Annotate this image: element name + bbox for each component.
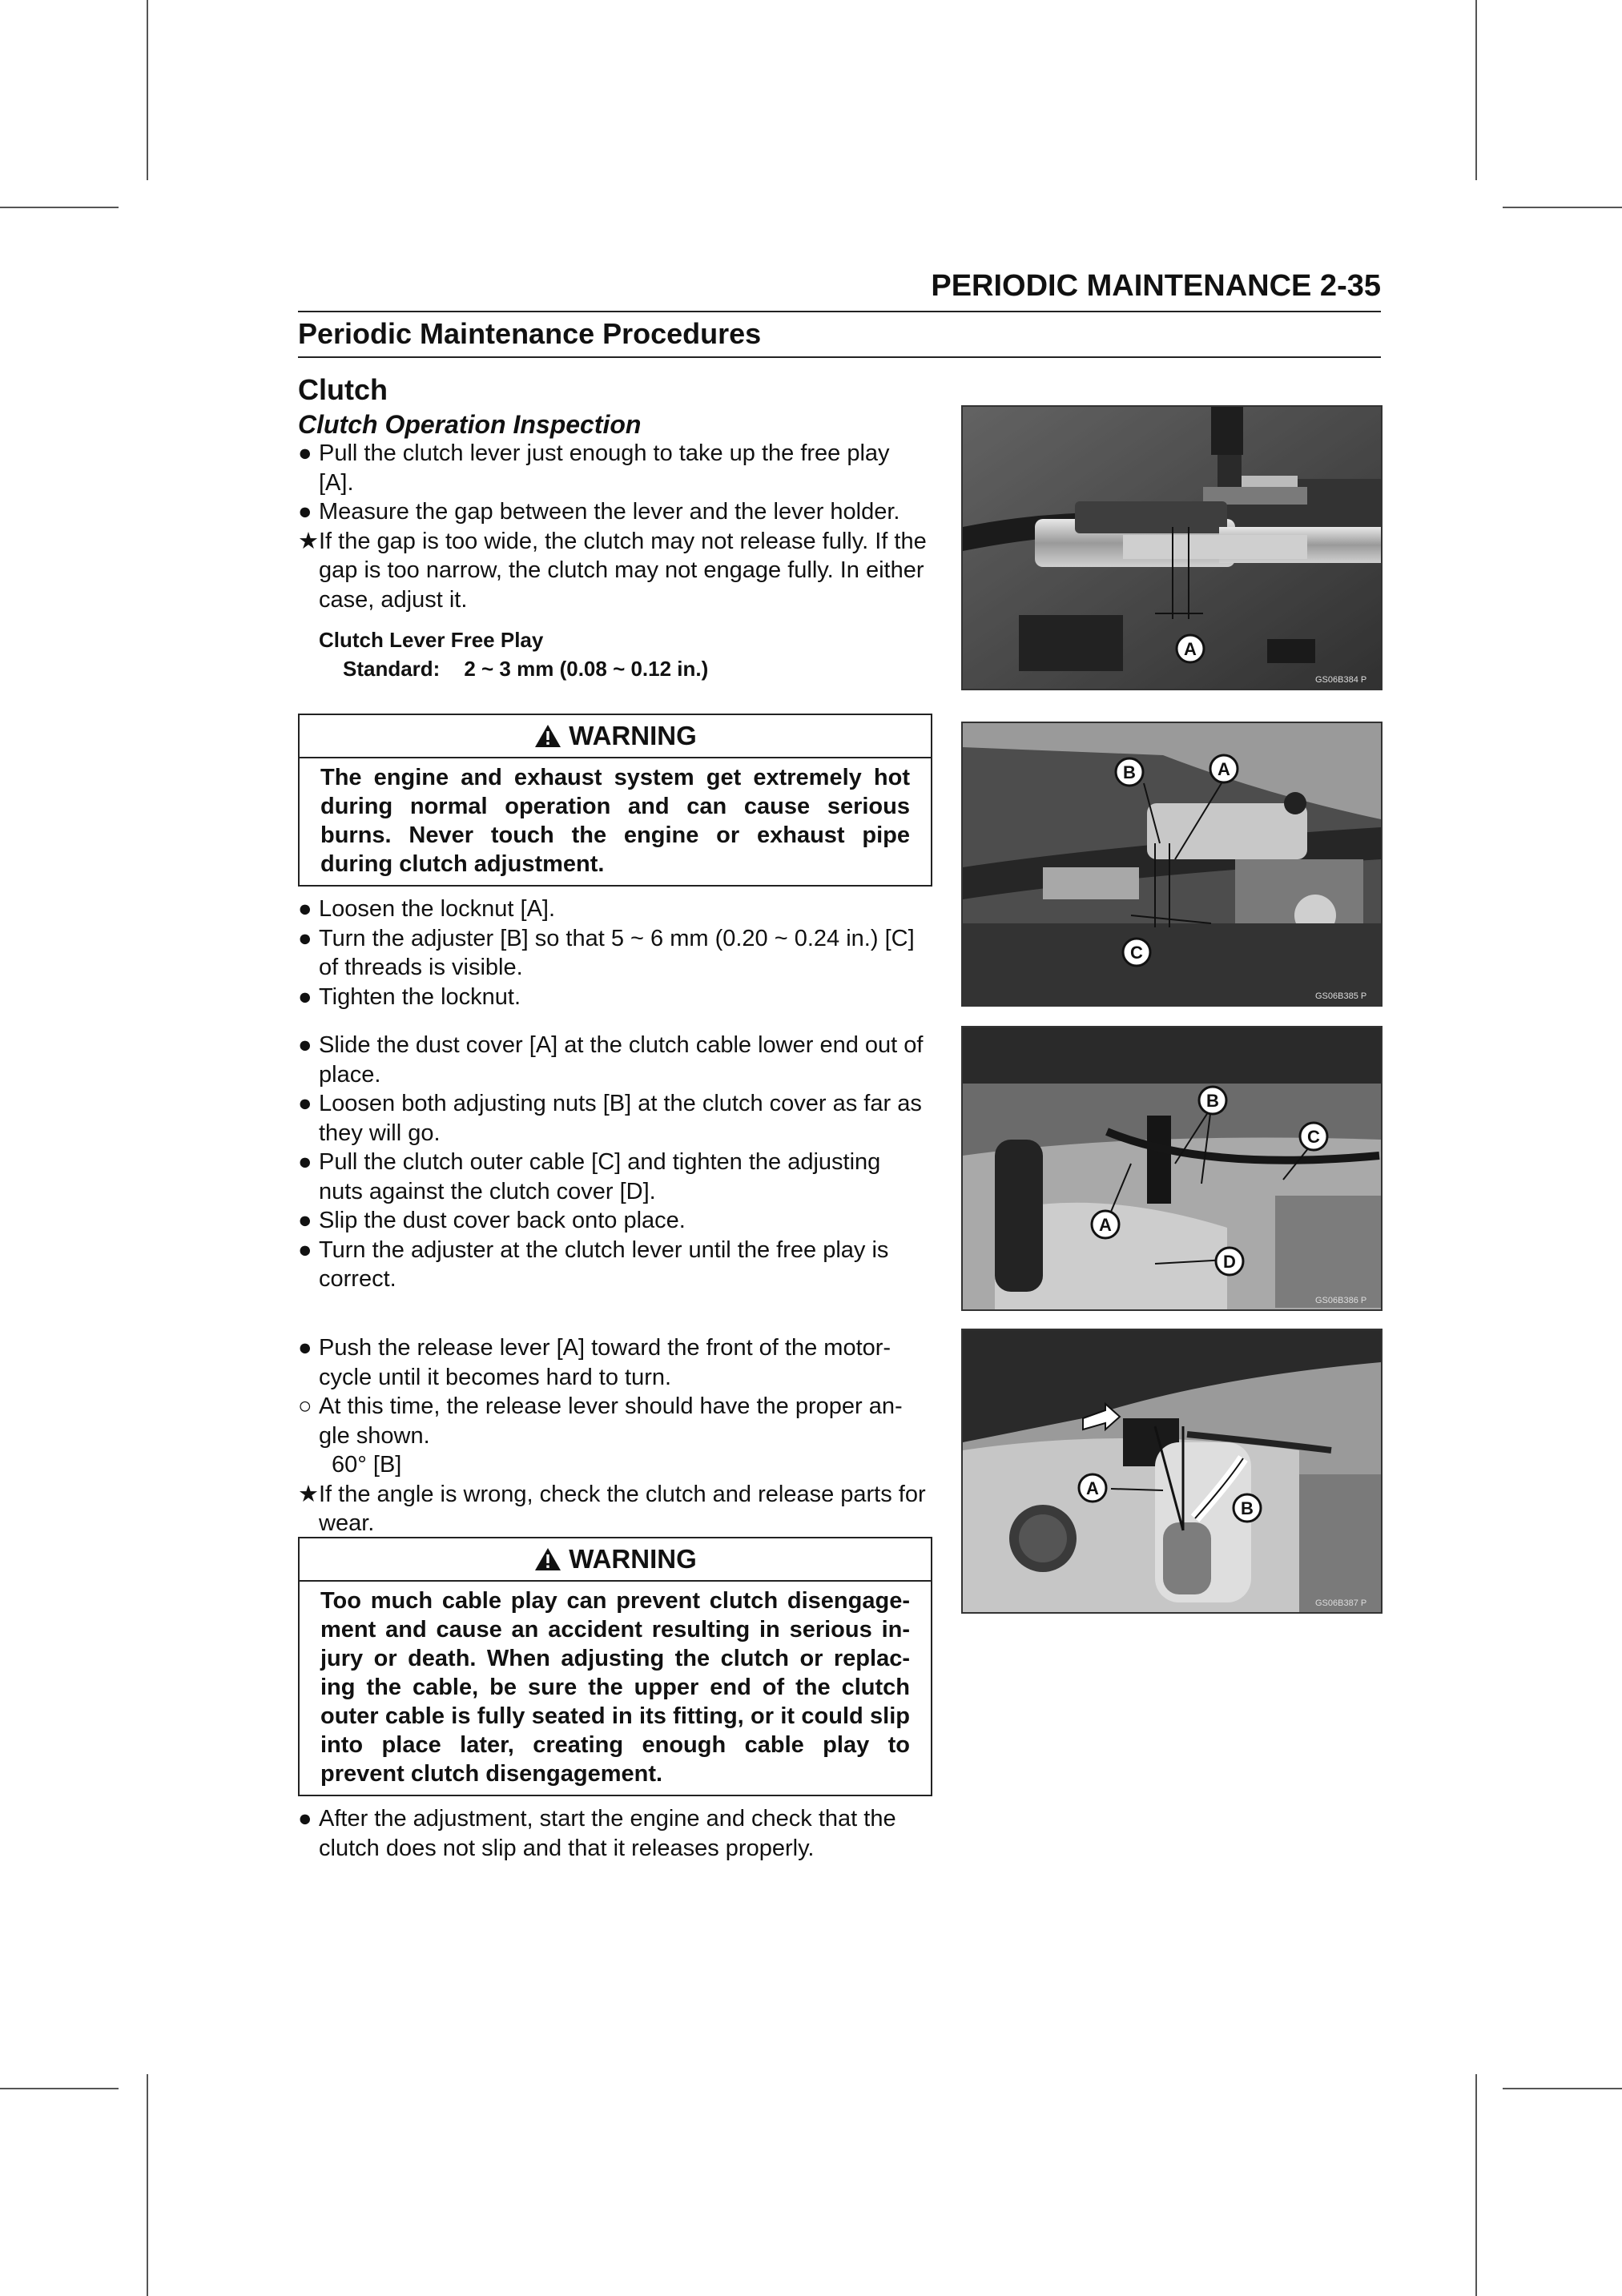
list-item: ● Measure the gap between the lever and the lever holder. — [298, 499, 900, 525]
callout-label: C — [1307, 1127, 1320, 1147]
figure-clutch-lever — [961, 405, 1383, 690]
crop-mark — [147, 0, 148, 180]
crop-mark — [1503, 207, 1622, 208]
warning-triangle-icon — [533, 1546, 562, 1572]
warning-box — [298, 714, 932, 887]
list-item: ★ If the gap is too wide, the clutch may not release fully. If the gap is too narrow, the clutch may not engage fully. In either case, adjust it. — [298, 528, 927, 613]
callout-label: B — [1206, 1091, 1219, 1111]
callout-label: C — [1130, 943, 1143, 963]
callout-label: A — [1086, 1478, 1099, 1498]
warning-text: Too much cable play can prevent clutch disengage-ment and cause an accident resulting in serious in-jury or death. When adjusting the clutch or replac-ing the cable, be sure the upper end of the clutch outer cable is fully seated in its fitting, or it could slip into place later, creating enough cable play to prevent clutch disengagement. — [320, 1588, 910, 1787]
list-item: ● Slip the dust cover back onto place. — [298, 1208, 686, 1233]
list-item: ● After the adjustment, start the engine and check that the clutch does not slip and that it releases properly. — [298, 1806, 896, 1861]
figure-code: GS06B387 P — [1315, 1598, 1367, 1608]
crop-mark — [1475, 2074, 1477, 2296]
callout-label: B — [1241, 1498, 1254, 1518]
callout-label: B — [1123, 762, 1136, 782]
figure-code: GS06B384 P — [1315, 675, 1367, 685]
angle-value: 60° [B] — [332, 1452, 402, 1478]
callout-label: A — [1099, 1215, 1112, 1235]
callout-label: D — [1223, 1252, 1236, 1272]
subheading: Clutch Operation Inspection — [298, 410, 642, 439]
list-item: ● Tighten the locknut. — [298, 983, 521, 1010]
figure-release-lever — [961, 1329, 1383, 1614]
block-adjuster — [298, 895, 931, 1011]
block-final-check — [298, 1804, 931, 1863]
block-release-lever — [298, 1333, 931, 1538]
block-lever-inspection — [298, 439, 931, 614]
warning-box — [298, 1537, 932, 1796]
block-cable-adjust — [298, 1031, 931, 1294]
crop-mark — [0, 2088, 119, 2089]
list-item: ● Pull the clutch outer cable [C] and tighten the adjusting nuts against the clutch cover [D]. — [298, 1149, 881, 1204]
crop-mark — [1475, 0, 1477, 180]
spec-title: Clutch Lever Free Play — [319, 628, 544, 652]
header-rule — [298, 311, 1381, 312]
list-item: ● Push the release lever [A] toward the front of the motor-cycle until it becomes hard to turn. — [298, 1335, 891, 1390]
spec-standard: Standard: 2 ~ 3 mm (0.08 ~ 0.12 in.) — [343, 657, 709, 681]
list-item: ● Turn the adjuster at the clutch lever until the free play is correct. — [298, 1236, 889, 1292]
list-item: ● Slide the dust cover [A] at the clutch cable lower end out of place. — [298, 1032, 924, 1088]
figure-code: GS06B386 P — [1315, 1296, 1367, 1305]
callout-label: A — [1218, 759, 1230, 779]
crop-mark — [1503, 2088, 1622, 2089]
chapter-title: Clutch — [298, 373, 388, 406]
list-item: ● Turn the adjuster [B] so that 5 ~ 6 mm (0.20 ~ 0.24 in.) [C] of threads is visible. — [298, 925, 915, 980]
warning-header: WARNING — [300, 715, 931, 758]
running-title: PERIODIC MAINTENANCE 2-35 — [931, 269, 1381, 303]
list-item: ○ At this time, the release lever should have the proper an-gle shown. — [298, 1393, 903, 1449]
section-rule — [298, 356, 1381, 358]
warning-triangle-icon — [533, 723, 562, 749]
list-item: ● Loosen both adjusting nuts [B] at the clutch cover as far as they will go. — [298, 1091, 922, 1146]
section-title: Periodic Maintenance Procedures — [298, 317, 762, 350]
list-item: ★ If the angle is wrong, check the clutch and release parts for wear. — [298, 1481, 926, 1536]
crop-mark — [0, 207, 119, 208]
warning-header: WARNING — [300, 1538, 931, 1582]
spec-free-play — [319, 625, 708, 683]
list-item: ● Loosen the locknut [A]. — [298, 896, 556, 922]
figure-clutch-cable — [961, 1026, 1383, 1311]
figure-locknut-adjuster — [961, 722, 1383, 1007]
crop-mark — [147, 2074, 148, 2296]
figure-code: GS06B385 P — [1315, 991, 1367, 1001]
list-item: ● Pull the clutch lever just enough to take up the free play [A]. — [298, 440, 890, 496]
callout-label: A — [1184, 639, 1197, 659]
warning-text: The engine and exhaust system get extremely hot during normal operation and can cause serious burns. Never touch the engine or exhaust pipe during clutch adjustment. — [320, 765, 910, 877]
